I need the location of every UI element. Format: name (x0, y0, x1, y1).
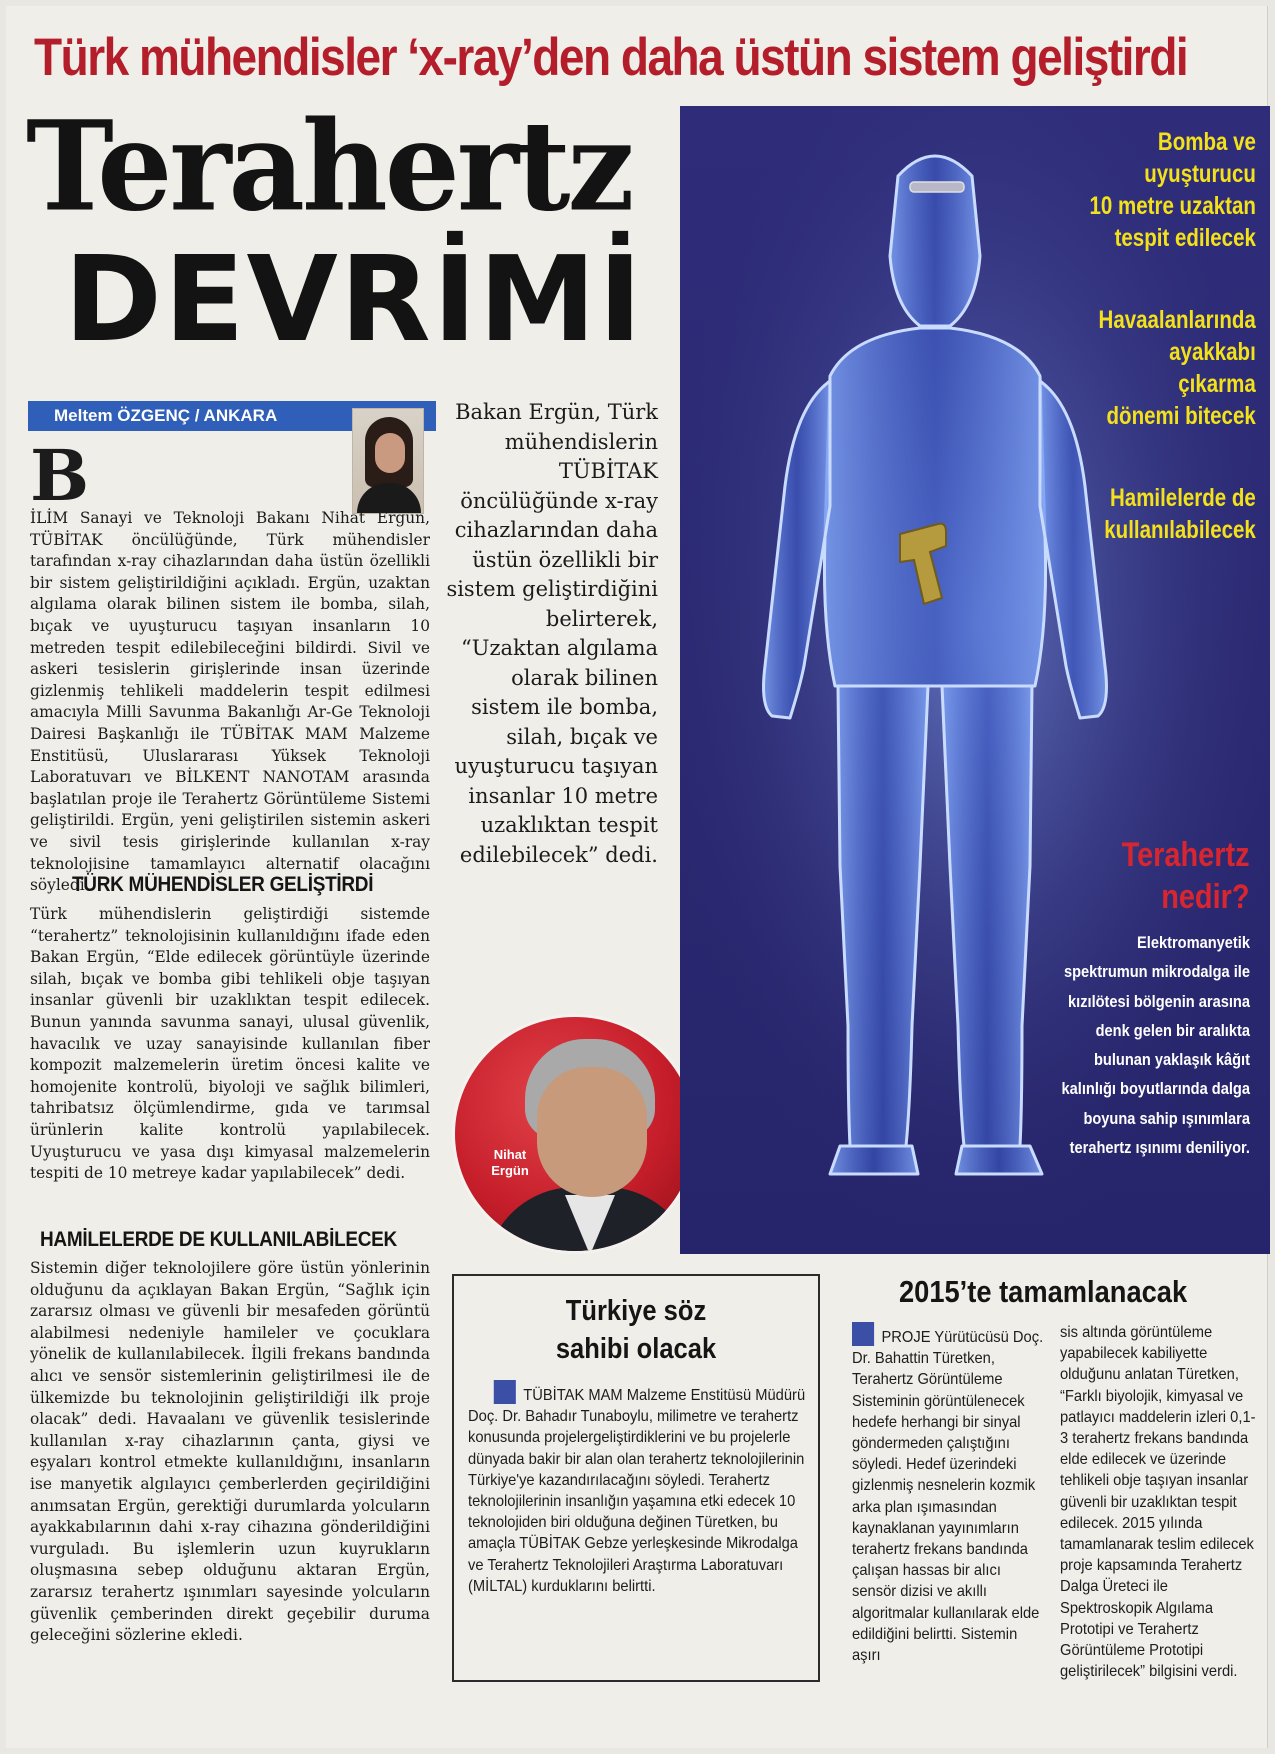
newspaper-page (6, 6, 1268, 1748)
callout-pregnant: Hamilelerde de kullanılabilecek (1104, 484, 1256, 544)
box-left-text: TÜBİTAK MAM Malzeme Enstitüsü Müdürü Doç. Dr. Bahadır Tunaboylu, milimetre ve terahertz konusunda projelergeliştirdiklerini ve bu projelerle dünyada bakir bir alan olan terahertz teknolojilerinin Türkiye'ye kazandırılacağını söyledi. Terahertz teknolojilerinin insanlığın yaşamına etki edecek 10 teknolojiden biri olduğuna değinen Türetken, bu amaçla TÜBİTAK Gebze yerleşkesinde Mikrodalga ve Terahertz Teknolojileri Araştırma Laboratuvarı (MİLTAL) kurduklarını belirtti. (468, 1380, 808, 1597)
bullet-square-icon (852, 1322, 874, 1346)
kicker-headline: Türk mühendisler ‘x-ray’den daha üstün sistem geliştirdi (34, 26, 1188, 87)
box-right-col1: PROJE Yürütücüsü Doç. Dr. Bahattin Türetken, Terahertz Görüntüleme Sisteminin görüntülenecek hedefe herhangi bir sinyal göndermeden çalıştığını söyledi. Hedef üzerindeki gizlenmiş nesnelerin kozmik arka plan ışımasından kaynaklanan yayınımların terahertz frekans bandında çalışan hassas bir alıcı sensör dizisi ve akıllı algoritmalar kullanılarak elde edildiğini belirtti. Sistemin aşırı (852, 1322, 1047, 1666)
callout-airports: Havaalanlarında ayakkabı çıkarma dönemi bitecek (1098, 306, 1256, 430)
bullet-square-icon (494, 1380, 516, 1404)
xray-illustration-panel (680, 106, 1270, 1254)
intro-paragraph (30, 434, 430, 897)
main-headline-line2: DEVRİMİ (64, 230, 644, 368)
pull-quote: Bakan Ergün, Türk mühendislerin TÜBİTAK öncülüğünde x-ray cihazlarından daha üstün özellikli bir sistem geliştirdiğini belirterek, “Uzaktan algılama olarak bilinen sistem ile bomba, silah, bıçak ve uyuşturucu taşıyan insanlar 10 metre uzaklıktan tespit edilebilecek” dedi. (446, 400, 658, 867)
main-headline-line1: Terahertz (26, 92, 632, 239)
box-right-col2: sis altında görüntüleme yapabilecek kabiliyette olduğunu anlatan Türetken, “Farklı biyolojik, kimyasal ve patlayıcı maddelerin izleri 0,1-3 terahertz frekans bandında elde edilecek ve üzerinde tehlikeli obje taşıyan insanlar güvenli bir uzaklıktan tespit edilecek. 2015 yılında tamamlanarak teslim edilecek proje kapsamında Terahertz Dalga Üreteci ile Spektroskopik Algılama Prototipi ve Terahertz Görüntüleme Prototipi geliştirilecek” bilgisini verdi. (1060, 1324, 1256, 1681)
section2-text: Sistemin diğer teknolojilere göre üstün yönlerinin olduğunu da açıklayan Bakan Ergün, “Sağlık için zararsız olması ve güvenli bir mesafeden görüntü alabilmesi nedeniyle hamileler ve çocuklara yönelik de kullanılabilecek. İlgili frekans bandında alıcı ve sensör sistemlerinin geliştirilmesi ile de ülkemizde bu teknolojinin geliştirildiği ilk proje olacak” dedi. Havaalanı ve güvenlik tesislerinde kullanılan x-ray cihazlarının çanta, giysi ve eşyaları kontrol etmekte kullanıldığını, insanların ise manyetik algılayıcı çemberlerden geçirildiğini anımsatan Ergün, gerektiği durumlarda yolcuların ayakkabılarının dahi x-ray cihazına gönderildiğini vurguladı. Bu işlemlerin uzun kuyrukların oluşmasına sebep olduğunu aktaran Ergün, zararsız terahertz ışınımları sayesinde yolcuların güvenlik çemberinden direkt geçebilir duruma geleceğini sözlerine ekledi. (30, 1259, 430, 1645)
intro-text: İLİM Sanayi ve Teknoloji Bakanı Nihat Ergün, TÜBİTAK öncülüğünde, Türk mühendisler tarafından x-ray cihazlarından daha üstün özellikli bir sistem geliştirildiğini açıkladı. Ergün, uzaktan algılama olarak bilinen sistem ile bomba, silah, bıçak ve uyuşturucu taşıyan insanların 10 metreden tespit edilebileceğini bildirdi. Sivil ve askeri tesislerin girişlerinde insan üzerinde gizlenmiş tehlikeli maddelerin tespit edilmesi amacıyla Milli Savunma Bakanlığı Ar-Ge Teknoloji Dairesi Başkanlığı ile TÜBİTAK MAM Malzeme Enstitüsü, Uluslararası Yüksek Teknoloji Laboratuvarı ve BİLKENT NANOTAM arasında başlatılan proje ile Terahertz Görüntüleme Sistemi geliştirildi. Ergün, yeni geliştirilen sistemin askeri ve sivil tesis girişlerinde kullanılan x-ray teknolojisine tamamlayıcı alternatif olacağını söyledi. (30, 509, 430, 895)
intro-lead-spacer (95, 442, 430, 508)
minister-photo (452, 1014, 698, 1254)
glasses-icon (910, 182, 964, 192)
section1-heading: TÜRK MÜHENDİSLER GELİŞTİRDİ (72, 873, 374, 897)
photo-caption: Nihat Ergün (491, 1147, 529, 1178)
section2-heading: HAMİLELERDE DE KULLANILABİLECEK (40, 1228, 397, 1252)
byline: Meltem ÖZGENÇ / ANKARA (28, 401, 436, 431)
section1-text: Türk mühendislerin geliştirdiği sistemde “terahertz” teknolojisinin kullanıldığını ifade eden Bakan Ergün, “Elde edilecek görüntüyle üzerinde silah, bıçak ve bomba gibi tehlikeli obje taşıyan insanlar güvenli bir uzaklıktan tespit edilecek. Bunun yanında savunma sanayi, ulusal güvenlik, havacılık ve uzay sanayisinde kullanılan fiber kompozit malzemelerin üretim öncesi kalite ve homojenite kontrolü, biyoloji ve sağlık bilimleri, tahribatsız ölçümlendirme, gıda ve tarımsal ürünlerin kalite kontrolü yapılabilecek. Uyuşturucu ve yasa dışı kimyasal malzemelerin tespiti de 10 metreye kadar yapılabilecek” dedi. (30, 905, 430, 1183)
whatis-text: Elektromanyetik spektrumun mikrodalga ile kızılötesi bölgenin arasına denk gelen bir aralıkta bulunan yaklaşık kâğıt kalınlığı boyutlarında dalga boyuna sahip ışınımlara terahertz ışınımı deniliyor. (1061, 933, 1250, 1158)
whatis-title: Terahertz nedir? (1122, 836, 1250, 916)
box-left-title: Türkiye söz sahibi olacak (555, 1295, 717, 1365)
sidebar-box-turkey (452, 1274, 820, 1682)
box-right-title: 2015’te tamamlanacak (899, 1274, 1188, 1309)
dropcap: B (30, 434, 90, 517)
callout-bomb: Bomba ve uyuşturucu 10 metre uzaktan tespit edilecek (1089, 128, 1256, 252)
